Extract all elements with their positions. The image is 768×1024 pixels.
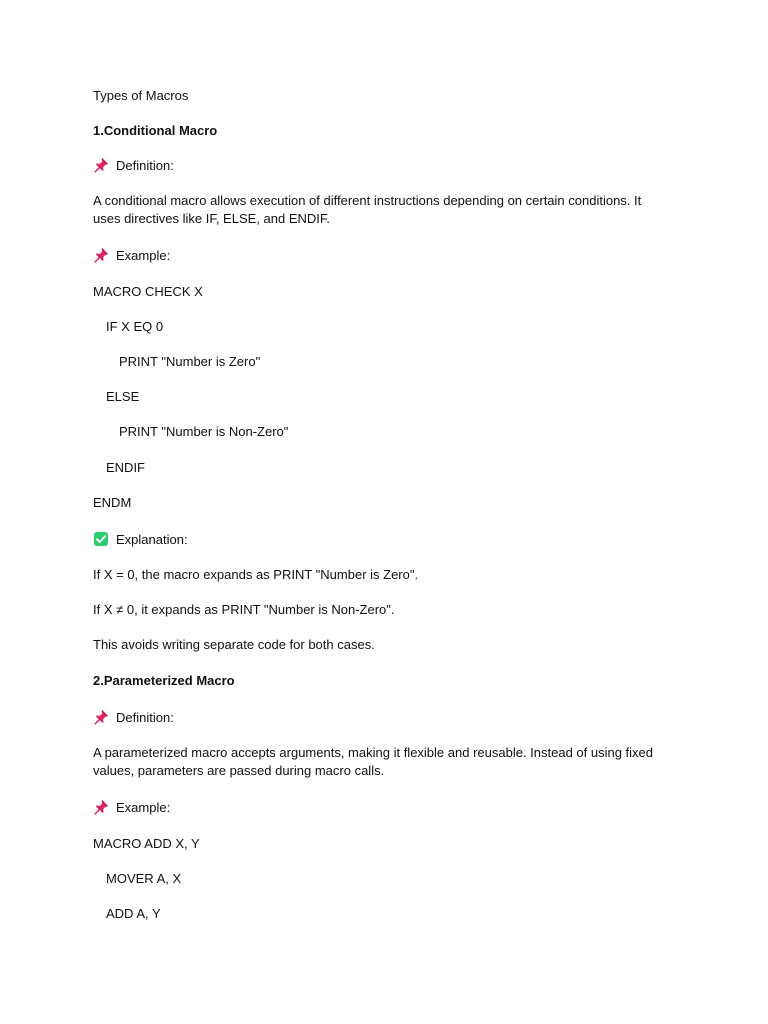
definition-label: Definition: bbox=[116, 158, 174, 173]
example-label: Example: bbox=[116, 248, 171, 263]
explanation-line: If X ≠ 0, it expands as PRINT "Number is Non-Zero". bbox=[93, 602, 395, 617]
explanation-line: This avoids writing separate code for both cases. bbox=[93, 637, 375, 652]
code-line: PRINT "Number is Non-Zero" bbox=[119, 424, 289, 439]
code-line: MACRO ADD X, Y bbox=[93, 836, 200, 851]
code-line: ELSE bbox=[106, 389, 140, 404]
definition-label: Definition: bbox=[116, 710, 174, 725]
code-line: MACRO CHECK X bbox=[93, 284, 203, 299]
explanation-label: Explanation: bbox=[116, 532, 188, 547]
pushpin-icon bbox=[93, 709, 109, 725]
definition-text: A conditional macro allows execution of different instructions depending on certain conditions. It uses directives like IF, ELSE, and ENDIF. bbox=[93, 193, 642, 226]
explanation-label-row bbox=[93, 531, 188, 549]
example-label: Example: bbox=[116, 800, 171, 815]
code-line: MOVER A, X bbox=[106, 871, 182, 886]
code-line: ENDM bbox=[93, 495, 132, 510]
example-label-row bbox=[93, 247, 170, 265]
explanation-line: If X = 0, the macro expands as PRINT "Number is Zero". bbox=[93, 567, 419, 582]
definition-text: A parameterized macro accepts arguments, making it flexible and reusable. Instead of using fixed values, parameters are passed during macro calls. bbox=[93, 745, 654, 778]
pushpin-icon bbox=[93, 799, 109, 815]
check-mark-button-icon bbox=[93, 531, 109, 547]
definition-label-row bbox=[93, 157, 174, 175]
pushpin-icon bbox=[93, 157, 109, 173]
example-label-row bbox=[93, 799, 170, 817]
document-title: Types of Macros bbox=[93, 88, 189, 103]
section-heading-conditional: 1.Conditional Macro bbox=[93, 123, 218, 138]
pushpin-icon bbox=[93, 247, 109, 263]
code-line: ADD A, Y bbox=[106, 906, 161, 921]
definition-label-row bbox=[93, 709, 174, 727]
section-heading-parameterized: 2.Parameterized Macro bbox=[93, 673, 235, 688]
code-line: IF X EQ 0 bbox=[106, 319, 164, 334]
code-line: PRINT "Number is Zero" bbox=[119, 354, 261, 369]
code-line: ENDIF bbox=[106, 460, 145, 475]
